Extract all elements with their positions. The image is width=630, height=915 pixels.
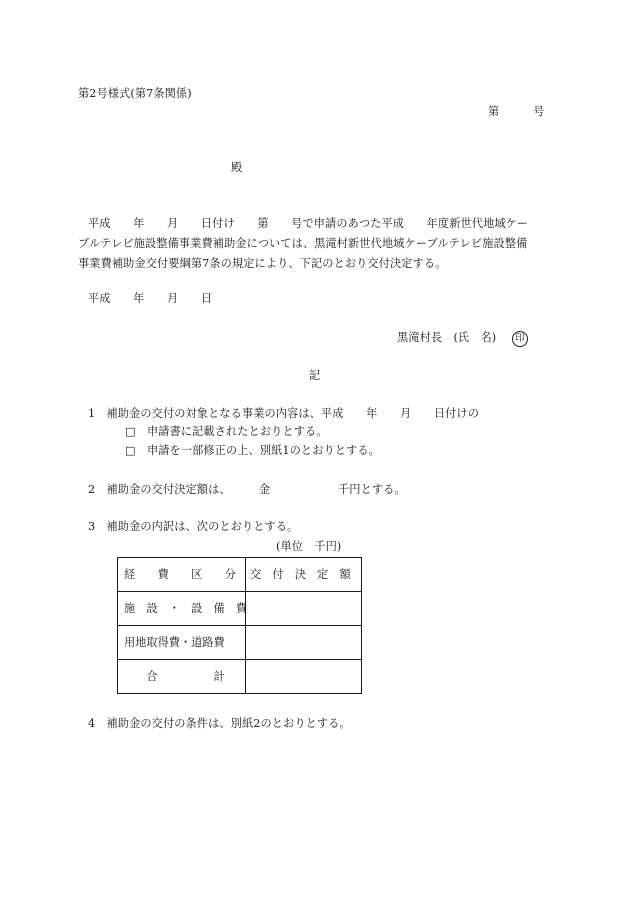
signature-line: 黒滝村長 (氏 名) [397, 331, 497, 344]
item-2: 2 補助金の交付決定額は、 金 千円とする。 [88, 483, 406, 496]
row-total-label: 合 計 [118, 660, 246, 694]
seal-mark: 印 [512, 331, 528, 347]
body-line-2: ブルテレビ施設整備事業費補助金については、黒滝村新世代地域ケーブルテレビ施設整備 [78, 237, 528, 250]
header-grant-amount: 交 付 決 定 額 [246, 558, 362, 592]
body-line-3: 事業費補助金交付要綱第7条の規定により、下記のとおり交付決定する。 [78, 257, 447, 270]
form-label: 第2号様式(第7条関係) [78, 87, 192, 100]
header-expense-category: 経 費 区 分 [118, 558, 246, 592]
table-unit: (単位 千円) [276, 540, 342, 553]
body-line-1: 平成 年 月 日付け 第 号で申請のあつた平成 年度新世代地域ケー [88, 217, 529, 230]
breakdown-table [117, 557, 362, 694]
table-row [118, 592, 362, 626]
table-row [118, 626, 362, 660]
row-land-label: 用地取得費・道路費 [118, 626, 246, 660]
table-header-row [118, 558, 362, 592]
table-row [118, 660, 362, 694]
item-4: 4 補助金の交付の条件は、別紙2のとおりとする。 [88, 717, 351, 730]
addressee: 殿 [231, 161, 243, 174]
ki-heading: 記 [309, 369, 321, 382]
row-facility-value [246, 592, 362, 626]
item-1-option-2: □ 申請を一部修正の上、別紙1のとおりとする。 [125, 444, 380, 457]
row-land-value [246, 626, 362, 660]
item-1-option-1: □ 申請書に記載されたとおりとする。 [125, 425, 328, 438]
item-1: 1 補助金の交付の対象となる事業の内容は、平成 年 月 日付けの [88, 407, 479, 420]
row-total-value [246, 660, 362, 694]
date-line: 平成 年 月 日 [88, 292, 213, 305]
item-3: 3 補助金の内訳は、次のとおりとする。 [88, 520, 299, 533]
row-facility-label: 施 設 ・ 設 備 費 [118, 592, 246, 626]
document-number: 第 号 [488, 105, 545, 118]
